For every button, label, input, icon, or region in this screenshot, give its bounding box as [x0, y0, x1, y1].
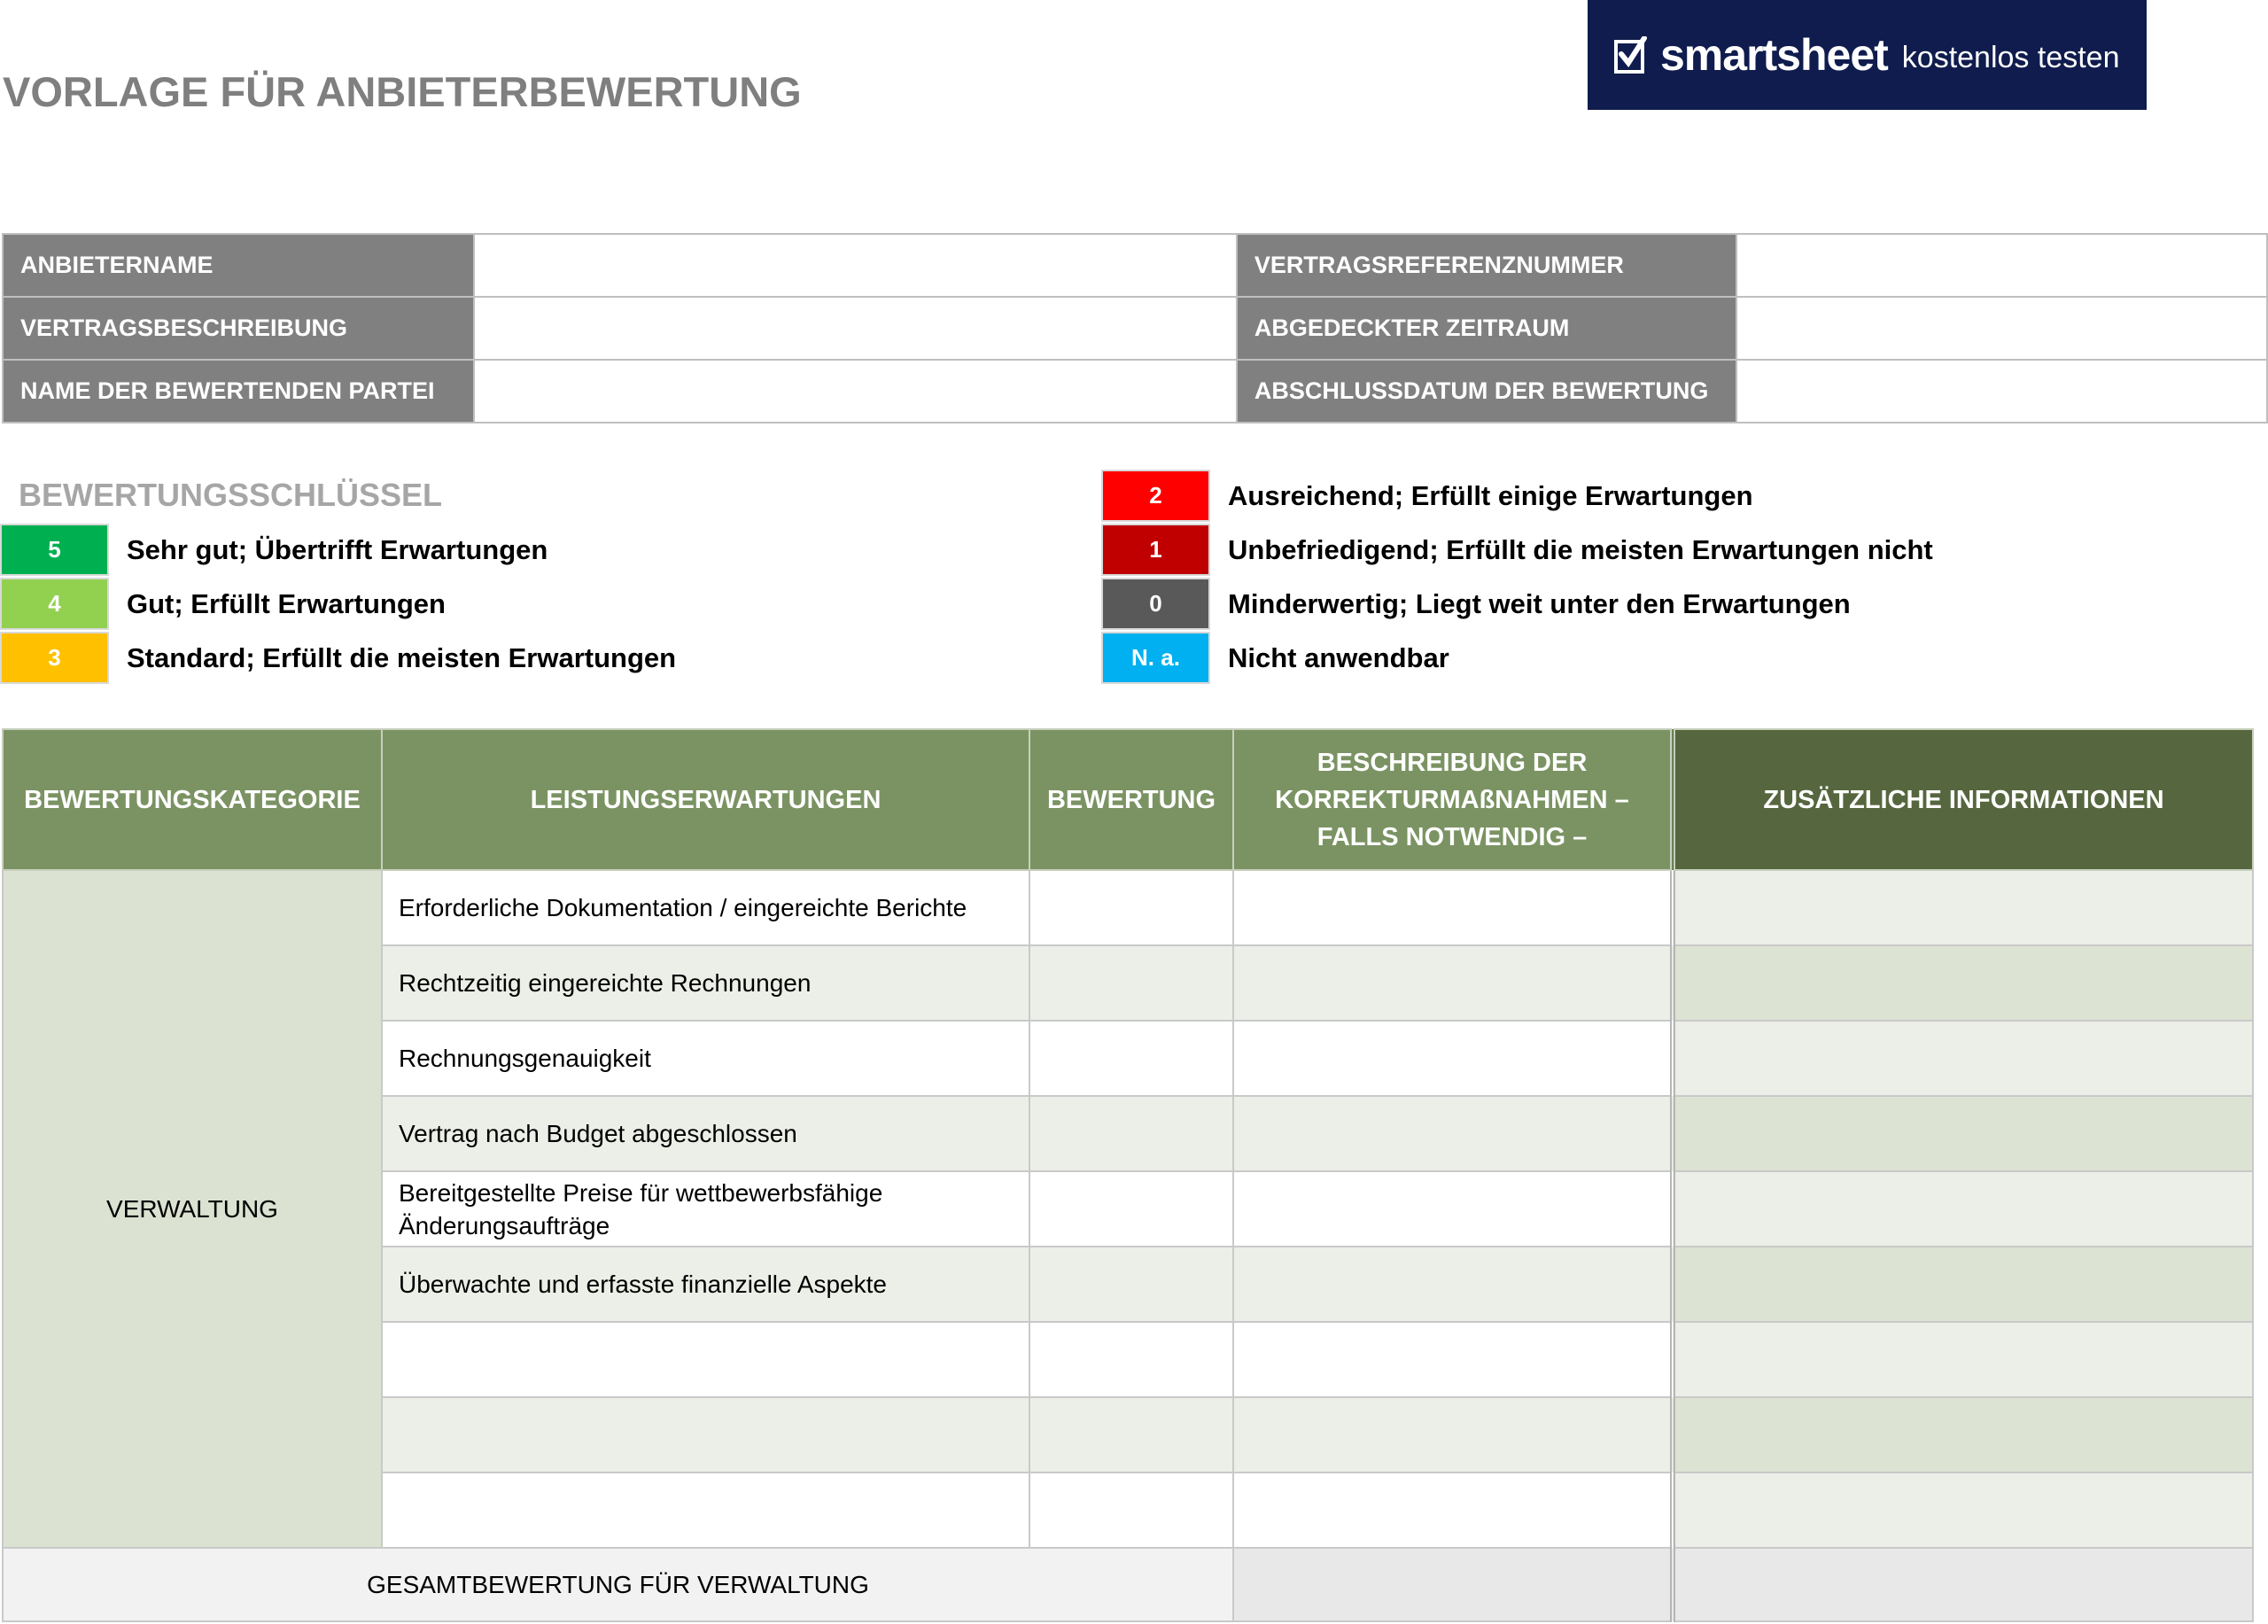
- total-label: GESAMTBEWERTUNG FÜR VERWALTUNG: [3, 1548, 1233, 1621]
- expectation-cell[interactable]: Überwachte und erfasste finanzielle Aspekte: [382, 1247, 1029, 1322]
- expectation-cell[interactable]: Rechtzeitig eingereichte Rechnungen: [382, 945, 1029, 1021]
- rating-cell[interactable]: [1029, 945, 1233, 1021]
- logo-cta: kostenlos testen: [1901, 40, 2120, 74]
- header-rating: BEWERTUNG: [1029, 729, 1233, 870]
- expectation-cell[interactable]: Bereitgestellte Preise für wettbewerbsfähige Änderungsaufträge: [382, 1171, 1029, 1247]
- header-expectations: LEISTUNGSERWARTUNGEN: [382, 729, 1029, 870]
- correction-cell[interactable]: [1233, 1247, 1673, 1322]
- rating-cell[interactable]: [1029, 1171, 1233, 1247]
- additional-info-cell[interactable]: [1673, 1472, 2253, 1548]
- info-label: ABSCHLUSSDATUM DER BEWERTUNG: [1237, 360, 1736, 423]
- rating-cell[interactable]: [1029, 1397, 1233, 1472]
- correction-cell[interactable]: [1233, 1397, 1673, 1472]
- rating-key-label: Gut; Erfüllt Erwartungen: [127, 587, 446, 619]
- rating-key-swatch: 1: [1101, 524, 1210, 576]
- rating-key-swatch: 3: [0, 632, 109, 684]
- correction-cell[interactable]: [1233, 945, 1673, 1021]
- info-value-field[interactable]: [474, 297, 1237, 360]
- rating-cell[interactable]: [1029, 870, 1233, 945]
- info-row: [3, 234, 2267, 297]
- category-cell: VERWALTUNG: [3, 870, 382, 1548]
- header-additional: ZUSÄTZLICHE INFORMATIONEN: [1673, 729, 2253, 870]
- header-correction: BESCHREIBUNG DER KORREKTURMAßNAHMEN – FALLS NOTWENDIG –: [1233, 729, 1673, 870]
- expectation-cell[interactable]: Erforderliche Dokumentation / eingereichte Berichte: [382, 870, 1029, 945]
- rating-cell[interactable]: [1029, 1322, 1233, 1397]
- additional-info-cell[interactable]: [1673, 870, 2253, 945]
- correction-cell[interactable]: [1233, 1171, 1673, 1247]
- info-value-field[interactable]: [1736, 234, 2267, 297]
- rating-cell[interactable]: [1029, 1472, 1233, 1548]
- header-category: BEWERTUNGSKATEGORIE: [3, 729, 382, 870]
- total-value-cell[interactable]: [1233, 1548, 1673, 1621]
- rating-key-swatch: N. a.: [1101, 632, 1210, 684]
- logo-brand: smartsheet: [1660, 30, 1888, 80]
- rating-key-label: Sehr gut; Übertrifft Erwartungen: [127, 533, 548, 565]
- expectation-cell[interactable]: [382, 1322, 1029, 1397]
- additional-info-cell[interactable]: [1673, 1247, 2253, 1322]
- info-label: VERTRAGSBESCHREIBUNG: [3, 297, 474, 360]
- total-additional-cell[interactable]: [1673, 1548, 2253, 1621]
- info-value-field[interactable]: [474, 234, 1237, 297]
- info-value-field[interactable]: [1736, 360, 2267, 423]
- smartsheet-trial-link[interactable]: [1588, 0, 2147, 110]
- rating-cell[interactable]: [1029, 1096, 1233, 1171]
- rating-key-label: Minderwertig; Liegt weit unter den Erwartungen: [1228, 587, 1851, 619]
- additional-info-cell[interactable]: [1673, 1397, 2253, 1472]
- additional-info-cell[interactable]: [1673, 1021, 2253, 1096]
- correction-cell[interactable]: [1233, 1096, 1673, 1171]
- expectation-cell[interactable]: Vertrag nach Budget abgeschlossen: [382, 1096, 1029, 1171]
- rating-table: [2, 728, 2254, 1622]
- rating-cell[interactable]: [1029, 1247, 1233, 1322]
- additional-info-cell[interactable]: [1673, 945, 2253, 1021]
- rating-key-swatch: 5: [0, 524, 109, 576]
- rating-key-swatch: 2: [1101, 470, 1210, 522]
- rating-key-swatch: 0: [1101, 578, 1210, 630]
- info-label: VERTRAGSREFERENZNUMMER: [1237, 234, 1736, 297]
- info-row: [3, 360, 2267, 423]
- total-row: [3, 1548, 2253, 1621]
- additional-info-cell[interactable]: [1673, 1096, 2253, 1171]
- rating-key-label: Ausreichend; Erfüllt einige Erwartungen: [1228, 479, 1753, 511]
- info-label: ABGEDECKTER ZEITRAUM: [1237, 297, 1736, 360]
- rating-key-label: Nicht anwendbar: [1228, 641, 1449, 673]
- info-row: [3, 297, 2267, 360]
- correction-cell[interactable]: [1233, 1322, 1673, 1397]
- info-label: ANBIETERNAME: [3, 234, 474, 297]
- rating-key-title: BEWERTUNGSSCHLÜSSEL: [19, 477, 443, 513]
- rating-key-swatch: 4: [0, 578, 109, 630]
- correction-cell[interactable]: [1233, 1021, 1673, 1096]
- info-value-field[interactable]: [1736, 297, 2267, 360]
- correction-cell[interactable]: [1233, 870, 1673, 945]
- info-label: NAME DER BEWERTENDEN PARTEI: [3, 360, 474, 423]
- info-grid: [2, 233, 2268, 423]
- correction-cell[interactable]: [1233, 1472, 1673, 1548]
- checkbox-logo-icon: [1614, 36, 1648, 74]
- rating-key-label: Standard; Erfüllt die meisten Erwartungen: [127, 641, 677, 673]
- table-row: [3, 870, 2253, 945]
- expectation-cell[interactable]: Rechnungsgenauigkeit: [382, 1021, 1029, 1096]
- info-value-field[interactable]: [474, 360, 1237, 423]
- additional-info-cell[interactable]: [1673, 1171, 2253, 1247]
- expectation-cell[interactable]: [382, 1472, 1029, 1548]
- rating-cell[interactable]: [1029, 1021, 1233, 1096]
- rating-key-label: Unbefriedigend; Erfüllt die meisten Erwartungen nicht: [1228, 533, 1933, 565]
- additional-info-cell[interactable]: [1673, 1322, 2253, 1397]
- expectation-cell[interactable]: [382, 1397, 1029, 1472]
- page-title: VORLAGE FÜR ANBIETERBEWERTUNG: [3, 68, 802, 115]
